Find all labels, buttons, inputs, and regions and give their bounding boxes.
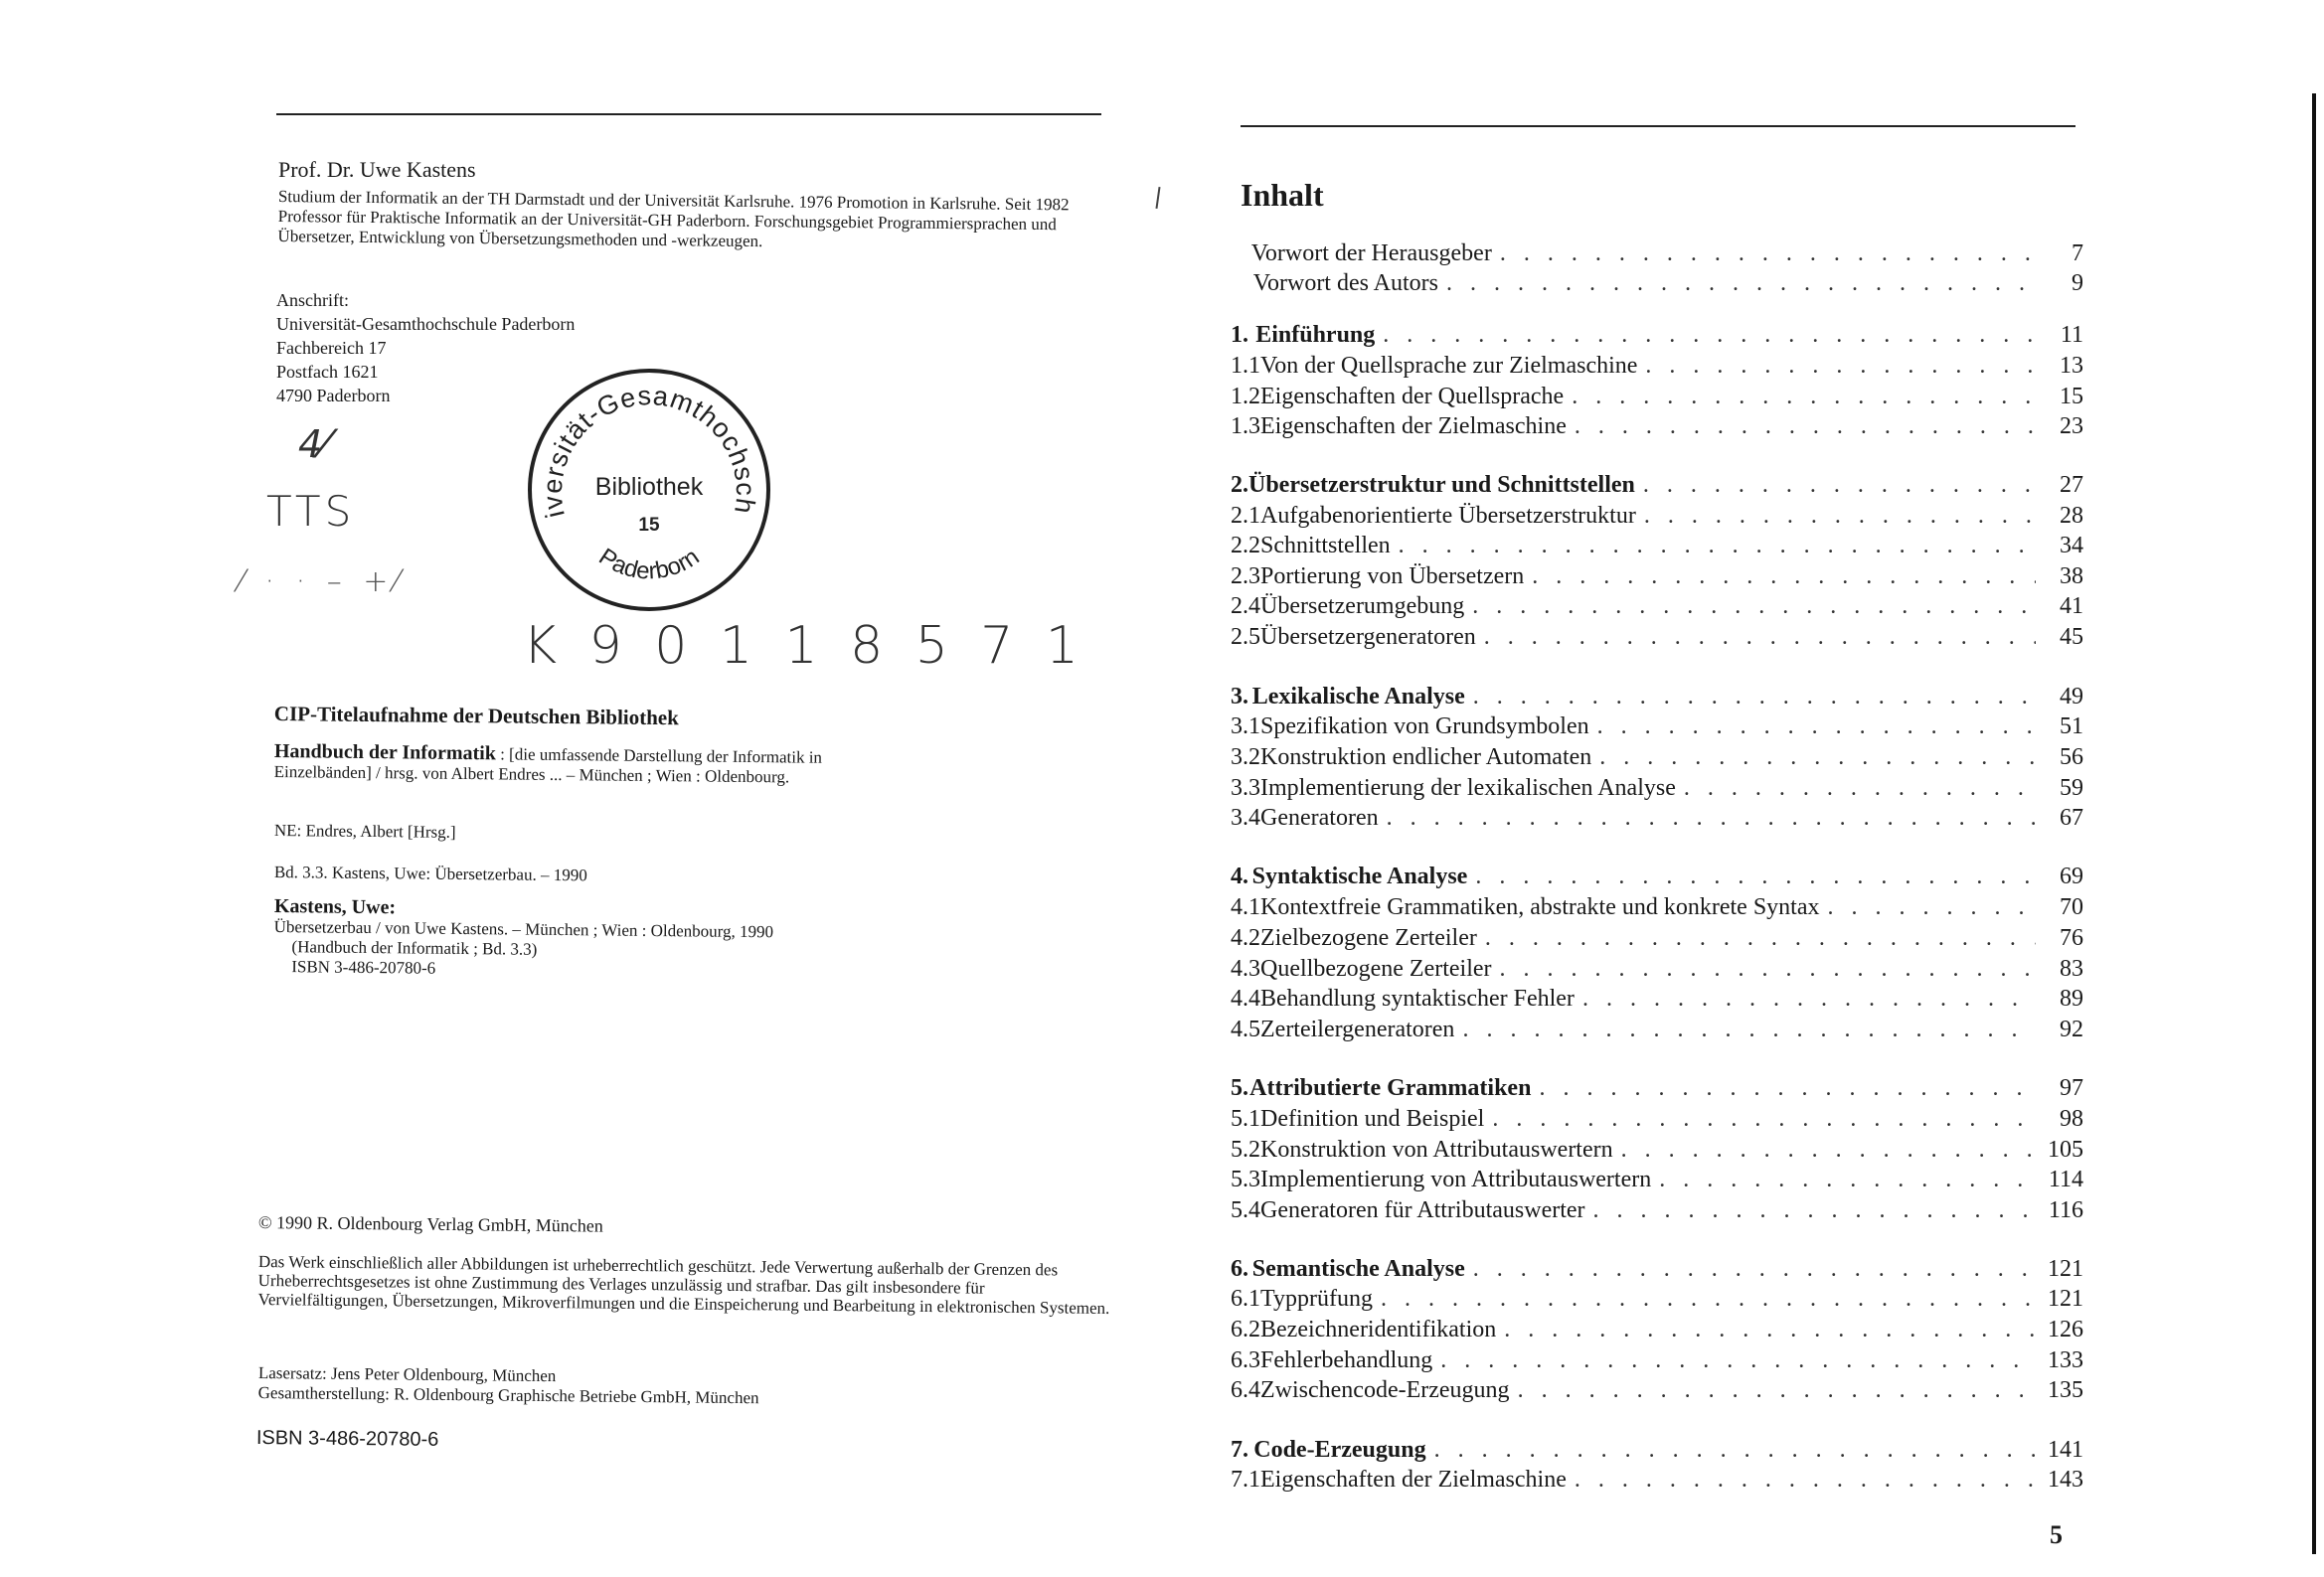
toc-leader-dots [1476,622,2036,652]
cip-book-title: Handbuch der Informatik [273,740,497,765]
toc-leader-dots [1484,1104,2036,1134]
toc-entry-title: Zielbezogene Zerteiler [1260,925,1477,951]
toc-leader-dots [1589,711,2036,741]
toc-entry [1229,892,2083,922]
toc-entry-title: Quellbezogene Zerteiler [1260,956,1492,982]
toc-entry-number [1229,238,1251,268]
toc-leader-dots [1651,1165,2036,1194]
toc-entry-number: 1.3 [1231,413,1260,439]
handwritten-note: TTS [266,487,356,536]
toc-entry-page: 28 [2060,503,2083,529]
toc-entry-page: 121 [2048,1256,2083,1282]
address-line: Postfach 1621 [276,362,379,382]
author-name: Prof. Dr. Uwe Kastens [278,157,476,182]
toc-entry-title: Einführung [1255,322,1376,348]
toc-entry [1229,1015,2083,1044]
cip-bd: Bd. 3.3. Kastens, Uwe: Übersetzerbau. – 1990 [273,863,587,885]
isbn-bottom: ISBN 3-486-20780-6 [255,1427,439,1451]
toc-leader-dots [1438,268,2036,298]
toc-entry-page: 13 [2060,353,2083,379]
toc-entry [1229,1165,2083,1194]
toc-entry-title: Attributierte Grammatiken [1249,1075,1532,1101]
toc-leader-dots [1373,1284,2036,1314]
toc-entry-title: Kontextfreie Grammatiken, abstrakte und konkrete Syntax [1260,894,1820,920]
toc-leader-dots [1524,561,2036,591]
toc-entry [1229,984,2083,1014]
toc-entry-page: 70 [2060,894,2083,920]
toc-entry-page: 116 [2048,1197,2083,1223]
toc-entry-title: Semantische Analyse [1251,1256,1465,1282]
toc-leader-dots [1591,742,2036,772]
toc-entry-title: Bezeichneridentifikation [1260,1317,1497,1342]
toc-leader-dots [1492,238,2036,268]
toc-entry-page: 45 [2060,624,2083,650]
toc-entry-page: 49 [2060,684,2083,710]
toc-entry [1229,561,2083,591]
cip-kastens-desc: Übersetzerbau / von Uwe Kastens. – München ; Wien : Oldenbourg, 1990 [273,916,774,942]
toc-entry [1229,923,2083,953]
toc-entry [1229,803,2083,833]
toc-entry-page: 143 [2048,1467,2083,1493]
toc-leader-dots [1820,892,2037,922]
toc-entry-title: Übersetzerumgebung [1260,593,1465,619]
toc-entry-page: 141 [2048,1437,2083,1463]
legal-notice: Das Werk einschließlich aller Abbildungen ist urheberrechtlich geschützt. Jede Verwertung außerhalb der Grenzen des Urheberrechtsgesetzes ist ohne Zustimmung des Verlages unzulässig und strafbar. Das gilt insbesondere für Vervielfältigungen, Übersetzungen, Mikroverfilmungen und die Einspeicherung und Bearbeitung in elektronischen Systemen. [257,1252,1110,1318]
toc-entry-page: 34 [2060,533,2083,558]
address-label: Anschrift: [276,290,349,310]
toc-entry-title: Übersetzergeneratoren [1260,624,1476,650]
toc-entry-title: Lexikalische Analyse [1251,684,1465,710]
toc-entry [1229,1195,2083,1225]
toc-chapter-entry [1229,682,2083,711]
toc-entry-title: Von der Quellsprache zur Zielmaschine [1260,353,1638,379]
toc-entry-number: 4. [1231,864,1248,889]
margin-mark [1155,187,1160,209]
toc-leader-dots [1467,862,2036,891]
toc-entry [1229,501,2083,531]
toc-entry-page: 41 [2060,593,2083,619]
toc-entry-number: 2.1 [1231,503,1260,529]
toc-entry-number: 6. [1231,1256,1248,1282]
toc-entry-page: 67 [2060,805,2083,831]
toc-entry-title: Fehlerbehandlung [1260,1347,1433,1373]
toc-leader-dots [1636,501,2036,531]
toc-entry-title: Übersetzerstruktur und Schnittstellen [1248,472,1635,498]
toc-entry-page: 92 [2060,1017,2083,1042]
cip-book-entry [274,741,891,788]
address-line: Fachbereich 17 [276,338,387,358]
toc-entry-title: Spezifikation von Grundsymbolen [1260,713,1589,739]
toc-entry-page: 59 [2060,775,2083,801]
toc-chapter-entry [1229,470,2083,500]
toc-entry-number: 2.4 [1231,593,1260,619]
toc-entry [1229,1315,2083,1344]
page-edge [2312,93,2316,1554]
toc-entry-title: Syntaktische Analyse [1251,864,1468,889]
toc-leader-dots [1567,411,2036,441]
toc-entry-title: Eigenschaften der Zielmaschine [1260,1467,1567,1493]
top-rule-right [1241,125,2075,127]
address-line: Universität-Gesamthochschule Paderborn [276,314,576,334]
toc-entry-title: Implementierung von Attributauswertern [1260,1167,1652,1192]
toc-heading: Inhalt [1241,177,1324,213]
toc-entry-number: 5. [1231,1075,1248,1101]
toc-entry [1229,591,2083,621]
toc-entry-page: 7 [2072,240,2083,266]
toc-entry-number: 2.2 [1231,533,1260,558]
toc-entry-number: 6.1 [1231,1286,1260,1312]
toc-entry-title: Konstruktion von Attributauswertern [1260,1137,1613,1163]
stamp-number: 15 [638,515,660,536]
toc-leader-dots [1391,531,2036,560]
toc-entry-page: 126 [2048,1317,2083,1342]
toc-entry-page: 69 [2060,864,2083,889]
toc-leader-dots [1375,320,2036,350]
toc-leader-dots [1464,591,2036,621]
toc-entry-number: 3.3 [1231,775,1260,801]
toc-leader-dots [1613,1135,2036,1165]
handwritten-note: 4⁄ [298,422,329,466]
cip-series: (Handbuch der Informatik ; Bd. 3.3) [291,937,538,959]
toc-entry [1229,1345,2083,1375]
toc-entry [1229,742,2083,772]
toc-leader-dots [1432,1345,2036,1375]
toc-chapter-entry [1229,1254,2083,1284]
toc-entry-page: 23 [2060,413,2083,439]
toc-entry-title: Konstruktion endlicher Automaten [1260,744,1592,770]
toc-entry-page: 133 [2048,1347,2083,1373]
toc-chapter-entry [1229,320,2083,350]
toc-leader-dots [1531,1073,2036,1103]
handwritten-note: ⁄ · · – +⁄ [239,564,406,599]
page-number: 5 [2050,1520,2063,1549]
toc-leader-dots [1637,351,2036,381]
toc-entry-title: Behandlung syntaktischer Fehler [1260,986,1575,1012]
toc-entry [1229,773,2083,803]
toc-entry-page: 97 [2060,1075,2083,1101]
toc-leader-dots [1676,773,2036,803]
toc-entry-page: 105 [2048,1137,2083,1163]
toc-chapter-entry [1229,1435,2083,1465]
stamp-arc-text: iversität-Gesamthochsch [537,381,761,521]
address-line: 4790 Paderborn [276,386,391,405]
toc-leader-dots [1635,470,2036,500]
toc-entry [1229,531,2083,560]
toc-entry-title: Vorwort des Autors [1252,270,1438,296]
cip-kastens-title: Kastens, Uwe: [273,895,397,919]
toc-entry-page: 135 [2048,1377,2083,1403]
toc-leader-dots [1575,984,2036,1014]
toc-entry [1229,1104,2083,1134]
toc-leader-dots [1465,682,2036,711]
toc-entry [1229,1284,2083,1314]
toc-leader-dots [1567,1465,2036,1495]
toc-entry [1229,1375,2083,1405]
stamp-center-text: Bibliothek [594,473,704,501]
stamp-bottom-text: Paderborn [593,543,705,585]
cip-heading: CIP-Titelaufnahme der Deutschen Bibliothek [273,702,679,730]
toc-entry-number: 2. [1231,472,1248,498]
toc-entry-title: Portierung von Übersetzern [1260,563,1525,589]
toc-leader-dots [1426,1435,2036,1465]
toc-entry-page: 38 [2060,563,2083,589]
toc-entry-number: 1.2 [1231,384,1260,409]
toc-entry [1229,1465,2083,1495]
toc-entry-title: Eigenschaften der Zielmaschine [1260,413,1567,439]
toc-leader-dots [1454,1015,2036,1044]
toc-entry [1229,268,2083,298]
toc-entry-number: 5.2 [1231,1137,1260,1163]
toc-leader-dots [1492,954,2036,984]
toc-entry-number: 1.1 [1231,353,1260,379]
toc-entry [1229,622,2083,652]
toc-entry-number: 1. [1231,322,1248,348]
cip-isbn: ISBN 3-486-20780-6 [291,957,436,978]
toc-entry-page: 56 [2060,744,2083,770]
toc-entry-page: 76 [2060,925,2083,951]
toc-entry-page: 98 [2060,1106,2083,1132]
toc-leader-dots [1510,1375,2036,1405]
cip-ne: NE: Endres, Albert [Hrsg.] [273,821,456,842]
toc-entry-number: 4.1 [1231,894,1260,920]
toc-entry-title: Implementierung der lexikalischen Analyse [1260,775,1676,801]
cip-book-desc: : [die umfassende Darstellung der Informatik in Einzelbänden] / hrsg. von Albert Endres ... – München ; Wien : Oldenbourg. [273,744,823,787]
toc-leader-dots [1379,803,2036,833]
toc-entry-number: 7. [1231,1437,1248,1463]
toc-entry-number: 4.3 [1231,956,1260,982]
toc-entry-page: 89 [2060,986,2083,1012]
toc-entry [1229,954,2083,984]
toc-leader-dots [1585,1195,2036,1225]
toc-entry-title: Generatoren für Attributauswerter [1260,1197,1585,1223]
toc-entry-page: 9 [2072,270,2083,296]
toc-entry [1229,351,2083,381]
toc-entry-title: Generatoren [1260,805,1379,831]
toc-entry-page: 114 [2048,1167,2083,1192]
toc-entry-number: 4.2 [1231,925,1260,951]
toc-entry-number: 5.3 [1231,1167,1260,1192]
toc-entry-number: 6.4 [1231,1377,1260,1403]
toc-entry-number: 3.2 [1231,744,1260,770]
toc-entry-number: 5.1 [1231,1106,1260,1132]
toc-entry-number: 6.2 [1231,1317,1260,1342]
toc-entry-number: 3.4 [1231,805,1260,831]
toc-entry-page: 15 [2060,384,2083,409]
production-credits [258,1363,759,1408]
toc-entry-page: 51 [2060,713,2083,739]
toc-entry [1229,238,2083,268]
toc-entry-number: 3.1 [1231,713,1260,739]
toc-entry-number: 3. [1231,684,1248,710]
library-stamp [525,366,773,614]
toc-entry-number: 4.4 [1231,986,1260,1012]
toc-entry-title: Eigenschaften der Quellsprache [1260,384,1565,409]
toc-leader-dots [1564,382,2036,411]
toc-leader-dots [1465,1254,2036,1284]
toc-leader-dots [1477,923,2036,953]
toc-entry-number: 6.3 [1231,1347,1260,1373]
toc-entry [1229,411,2083,441]
toc-entry-number: 5.4 [1231,1197,1260,1223]
toc-entry [1229,1135,2083,1165]
toc-entry-number: 2.3 [1231,563,1260,589]
author-bio: Studium der Informatik an der TH Darmstadt und der Universität Karlsruhe. 1976 Promotion in Karlsruhe. Seit 1982 Professor für Praktische Informatik an der Universität-GH Paderborn. Forschungsgebiet Programmiersprachen und Übersetzer, Entwicklung von Übersetzungsmethoden und -werkzeugen. [277,187,1070,251]
toc-entry-title: Zwischencode-Erzeugung [1260,1377,1510,1403]
toc-entry-title: Aufgabenorientierte Übersetzerstruktur [1260,503,1636,529]
toc-chapter-entry [1229,1073,2083,1103]
toc-entry-title: Vorwort der Herausgeber [1250,240,1492,266]
toc-chapter-entry [1229,862,2083,891]
toc-entry-title: Zerteilergeneratoren [1260,1017,1455,1042]
toc-entry-title: Code-Erzeugung [1253,1437,1426,1463]
toc-entry-title: Typprüfung [1260,1286,1373,1312]
handwritten-shelfmark: K 9 0 1 1 8 5 7 1 [523,616,1087,676]
toc-entry-title: Schnittstellen [1260,533,1391,558]
toc-entry-page: 121 [2048,1286,2083,1312]
production-credit: Gesamtherstellung: R. Oldenbourg Graphische Betriebe GmbH, München [257,1382,759,1408]
toc-leader-dots [1496,1315,2036,1344]
toc-entry-number: 7.1 [1231,1467,1260,1493]
toc-entry-number: 2.5 [1231,624,1260,650]
cip-kastens-entry [273,896,911,984]
toc-entry-number: 4.5 [1231,1017,1260,1042]
copyright-line: © 1990 R. Oldenbourg Verlag GmbH, München [257,1212,603,1236]
toc-entry-page: 11 [2060,322,2083,348]
toc-entry [1229,382,2083,411]
toc-entry-title: Definition und Beispiel [1260,1106,1485,1132]
toc-entry-page: 83 [2060,956,2083,982]
toc-entry [1229,711,2083,741]
top-rule-left [276,113,1101,115]
toc-entry-page: 27 [2060,472,2083,498]
toc-entry-number [1229,268,1253,298]
typesetting-credit: Lasersatz: Jens Peter Oldenbourg, München [257,1363,557,1386]
